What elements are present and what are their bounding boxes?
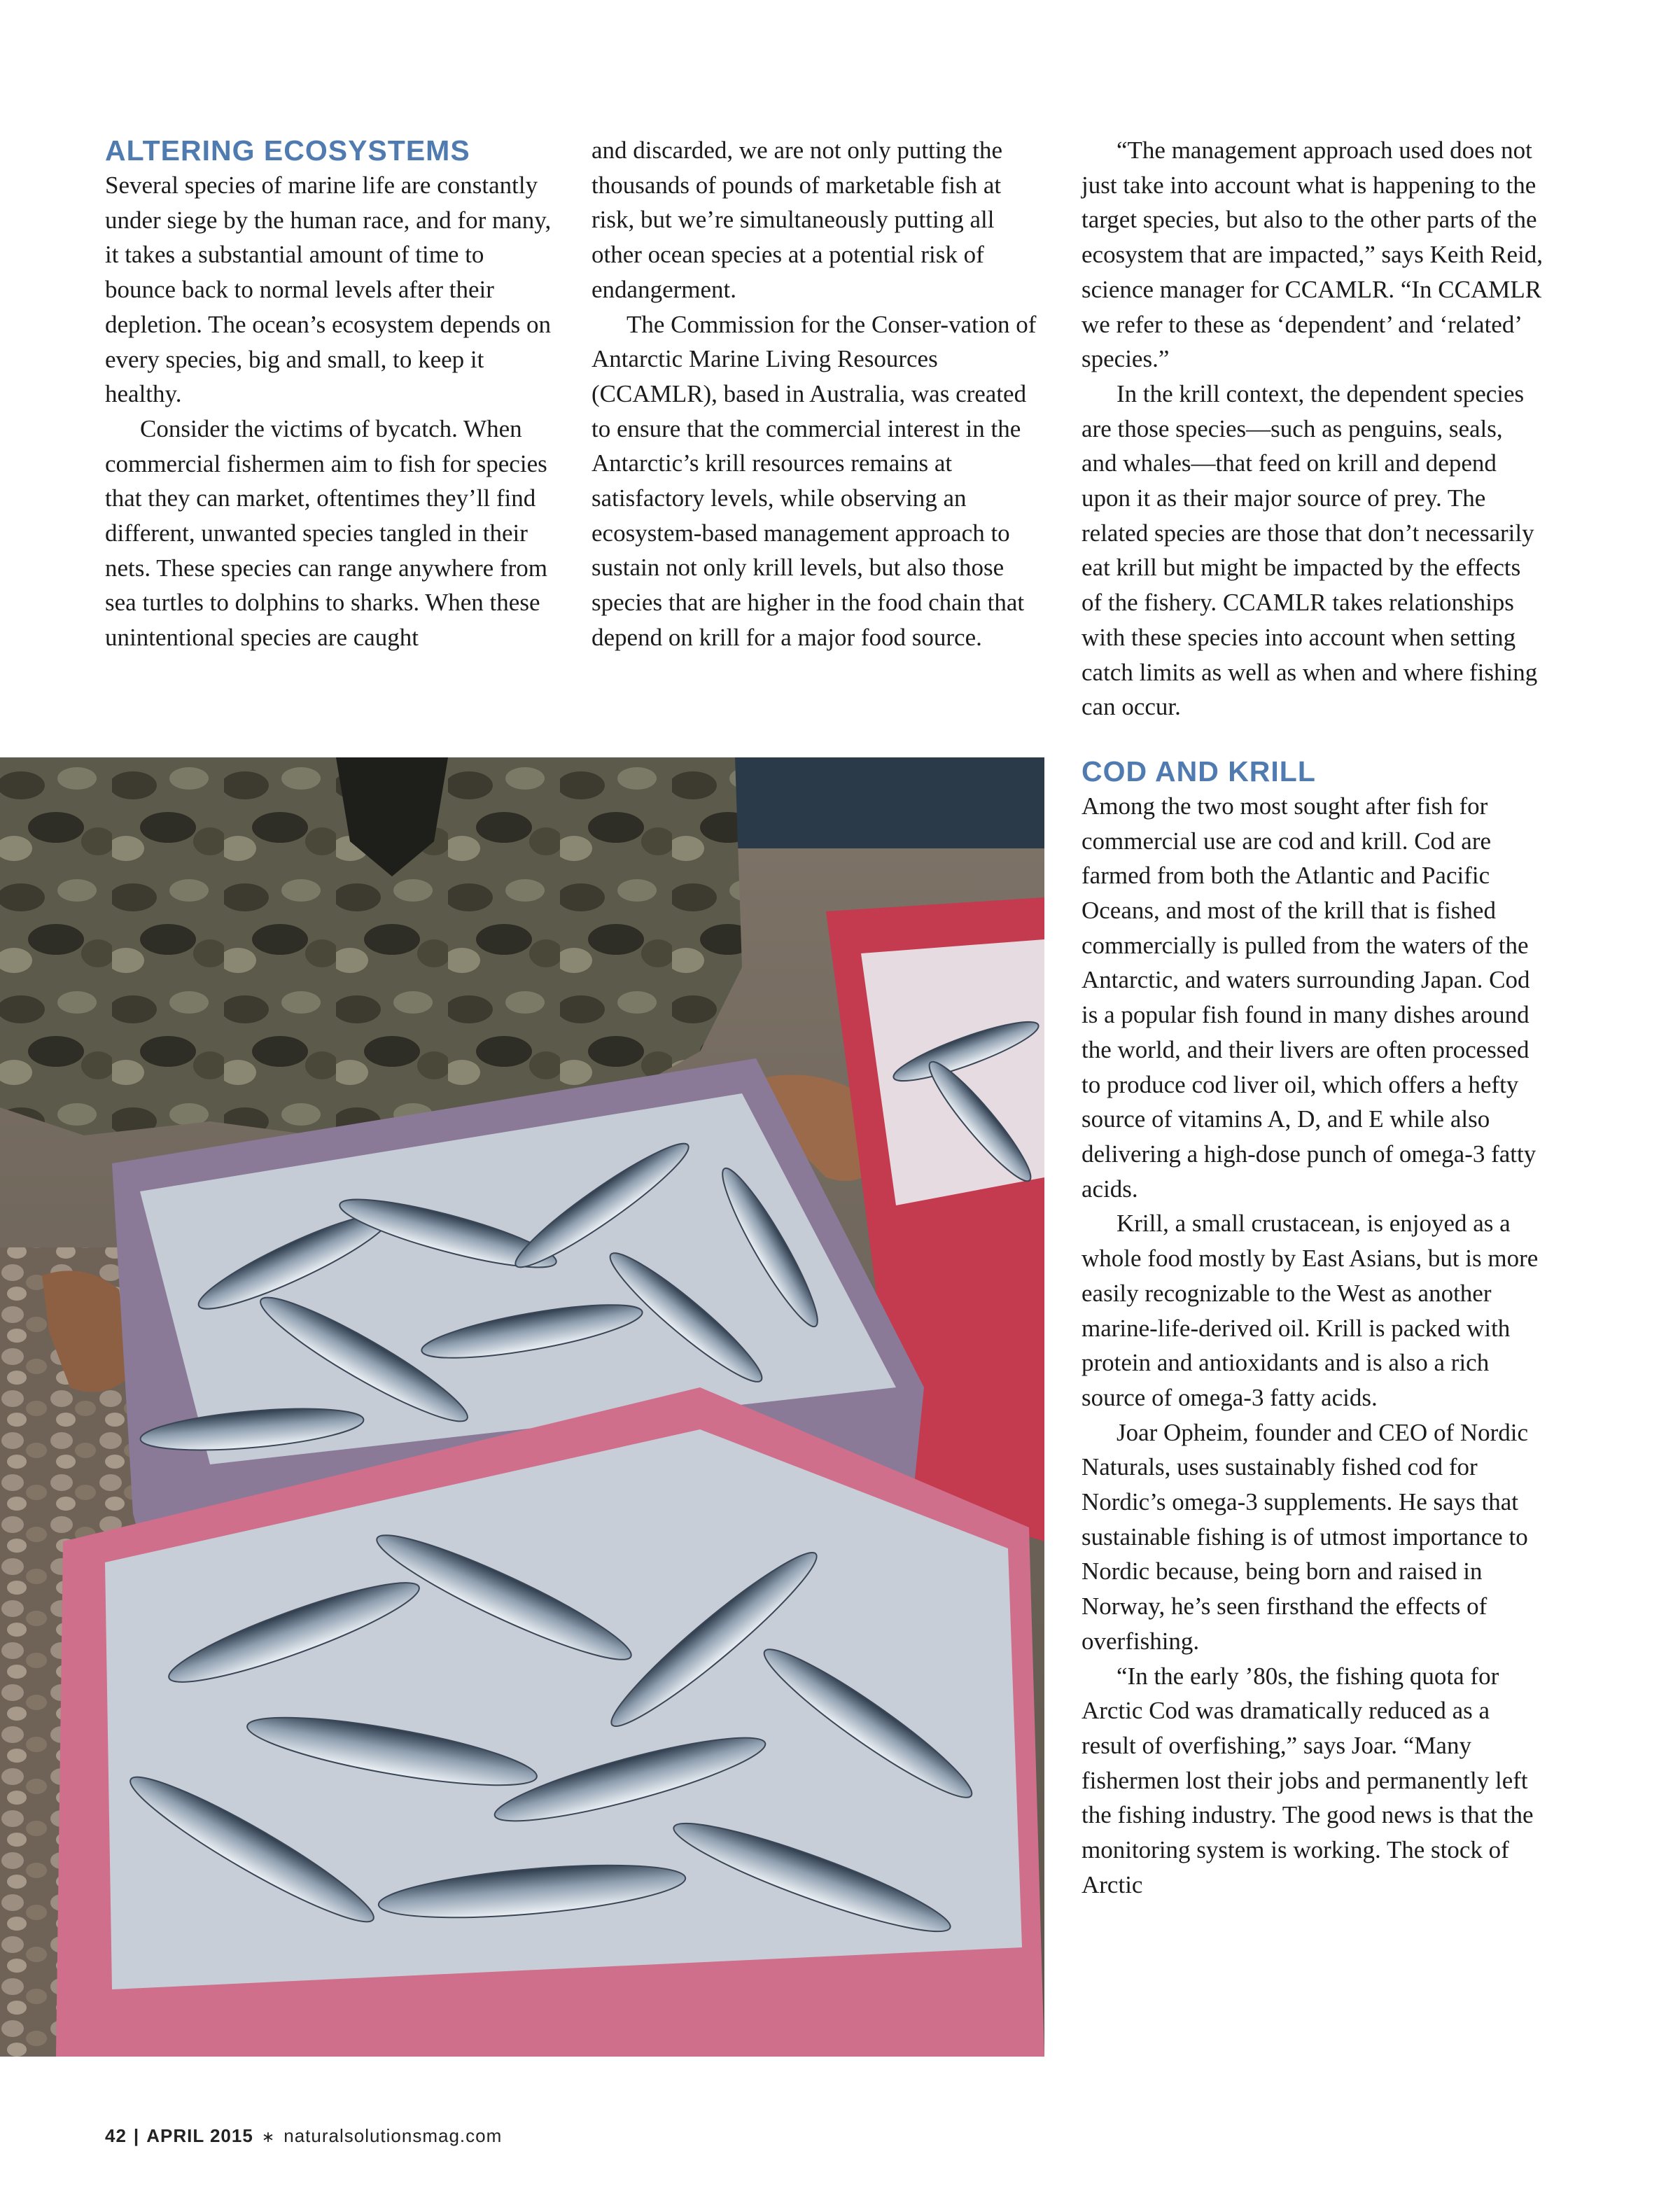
footer-separator: |: [133, 2125, 140, 2146]
paragraph: Krill, a small crustacean, is enjoyed as a whole food mostly by East Asians, but is more easily recognizable to the West as another marine-life-derived oil. Krill is packed with protein and antioxidants and is also a rich source of omega-3 fatty acids.: [1082, 1210, 1539, 1411]
section-heading-altering-ecosystems: ALTERING ECOSYSTEMS: [105, 134, 470, 167]
column-3: [1082, 133, 1544, 1902]
issue-date: APRIL 2015: [146, 2125, 253, 2146]
paragraph: Joar Opheim, founder and CEO of Nordic Naturals, uses sustainably fished cod for Nordic’s omega-3 supplements. He says that sustainable fishing is of utmost importance to Nordic because, being born and raised in Norway, he’s seen firsthand the effects of overfishing.: [1082, 1418, 1529, 1655]
paragraph: “The management approach used does not just take into account what is happening to the target species, but also to the other parts of the ecosystem that are impacted,” says Keith Reid, science manager for CCAMLR. “In CCAMLR we refer to these as ‘dependent’ and ‘related’ species.”: [1082, 136, 1543, 373]
paragraph: “In the early ’80s, the fishing quota for Arctic Cod was dramatically reduced as a result of overfishing,” says Joar. “Many fishermen lost their jobs and permanently left the fishing industry. The good news is that the monitoring system is working. The stock of Arctic: [1082, 1662, 1534, 1898]
paragraph: Consider the victims of bycatch. When commercial fishermen aim to fish for species that they can market, oftentimes they’ll find different, unwanted species tangled in their nets. These species can range anywhere from sea turtles to dolphins to sharks. When these unintentional species are caught: [105, 414, 547, 652]
fish-crates-photo: [0, 757, 1044, 2057]
website-link[interactable]: naturalsolutionsmag.com: [284, 2125, 503, 2146]
paragraph: Several species of marine life are constantly under siege by the human race, and for many, it takes a substantial amount of time to bounce back to normal levels after their depletion. The ocean’s ecosystem depends on every species, big and small, to keep it healthy.: [105, 172, 552, 408]
paragraph: In the krill context, the dependent species are those species—such as penguins, seals, and whales—that feed on krill and depend upon it as their major source of prey. The related species are those that don’t necessarily eat krill but might be impacted by the effects of the fishery. CCAMLR takes relationships with these species into account when setting catch limits as well as when and where fishing can occur.: [1082, 379, 1538, 721]
paragraph: and discarded, we are not only putting the thousands of pounds of marketable fish at risk, but we’re simultaneously putting all other ocean species at a potential risk of endangerment.: [592, 136, 1003, 303]
column-1: [105, 133, 553, 655]
column-2: [592, 133, 1046, 655]
page-number: 42: [105, 2125, 127, 2146]
star-icon: ∗: [261, 2128, 276, 2146]
page-footer: [105, 2125, 502, 2147]
paragraph: The Commission for the Conser-vation of Antarctic Marine Living Resources (CCAMLR), based in Australia, was created to ensure that the commercial interest in the Antarctic’s krill resources remains at satisfactory levels, while observing an ecosystem-based management approach to sustain not only krill levels, but also those species that are higher in the food chain that depend on krill for a major food source.: [592, 310, 1037, 651]
paragraph: Among the two most sought after fish for commercial use are cod and krill. Cod are farmed from both the Atlantic and Pacific Oceans, and most of the krill that is fished commercially is pulled from the waters of the Antarctic, and waters surrounding Japan. Cod is a popular fish found in many dishes around the world, and their livers are often processed to produce cod liver oil, which offers a hefty source of vitamins A, D, and E while also delivering a high-dose punch of omega-3 fatty acids.: [1082, 792, 1536, 1203]
section-heading-cod-and-krill: COD AND KRILL: [1082, 755, 1316, 788]
